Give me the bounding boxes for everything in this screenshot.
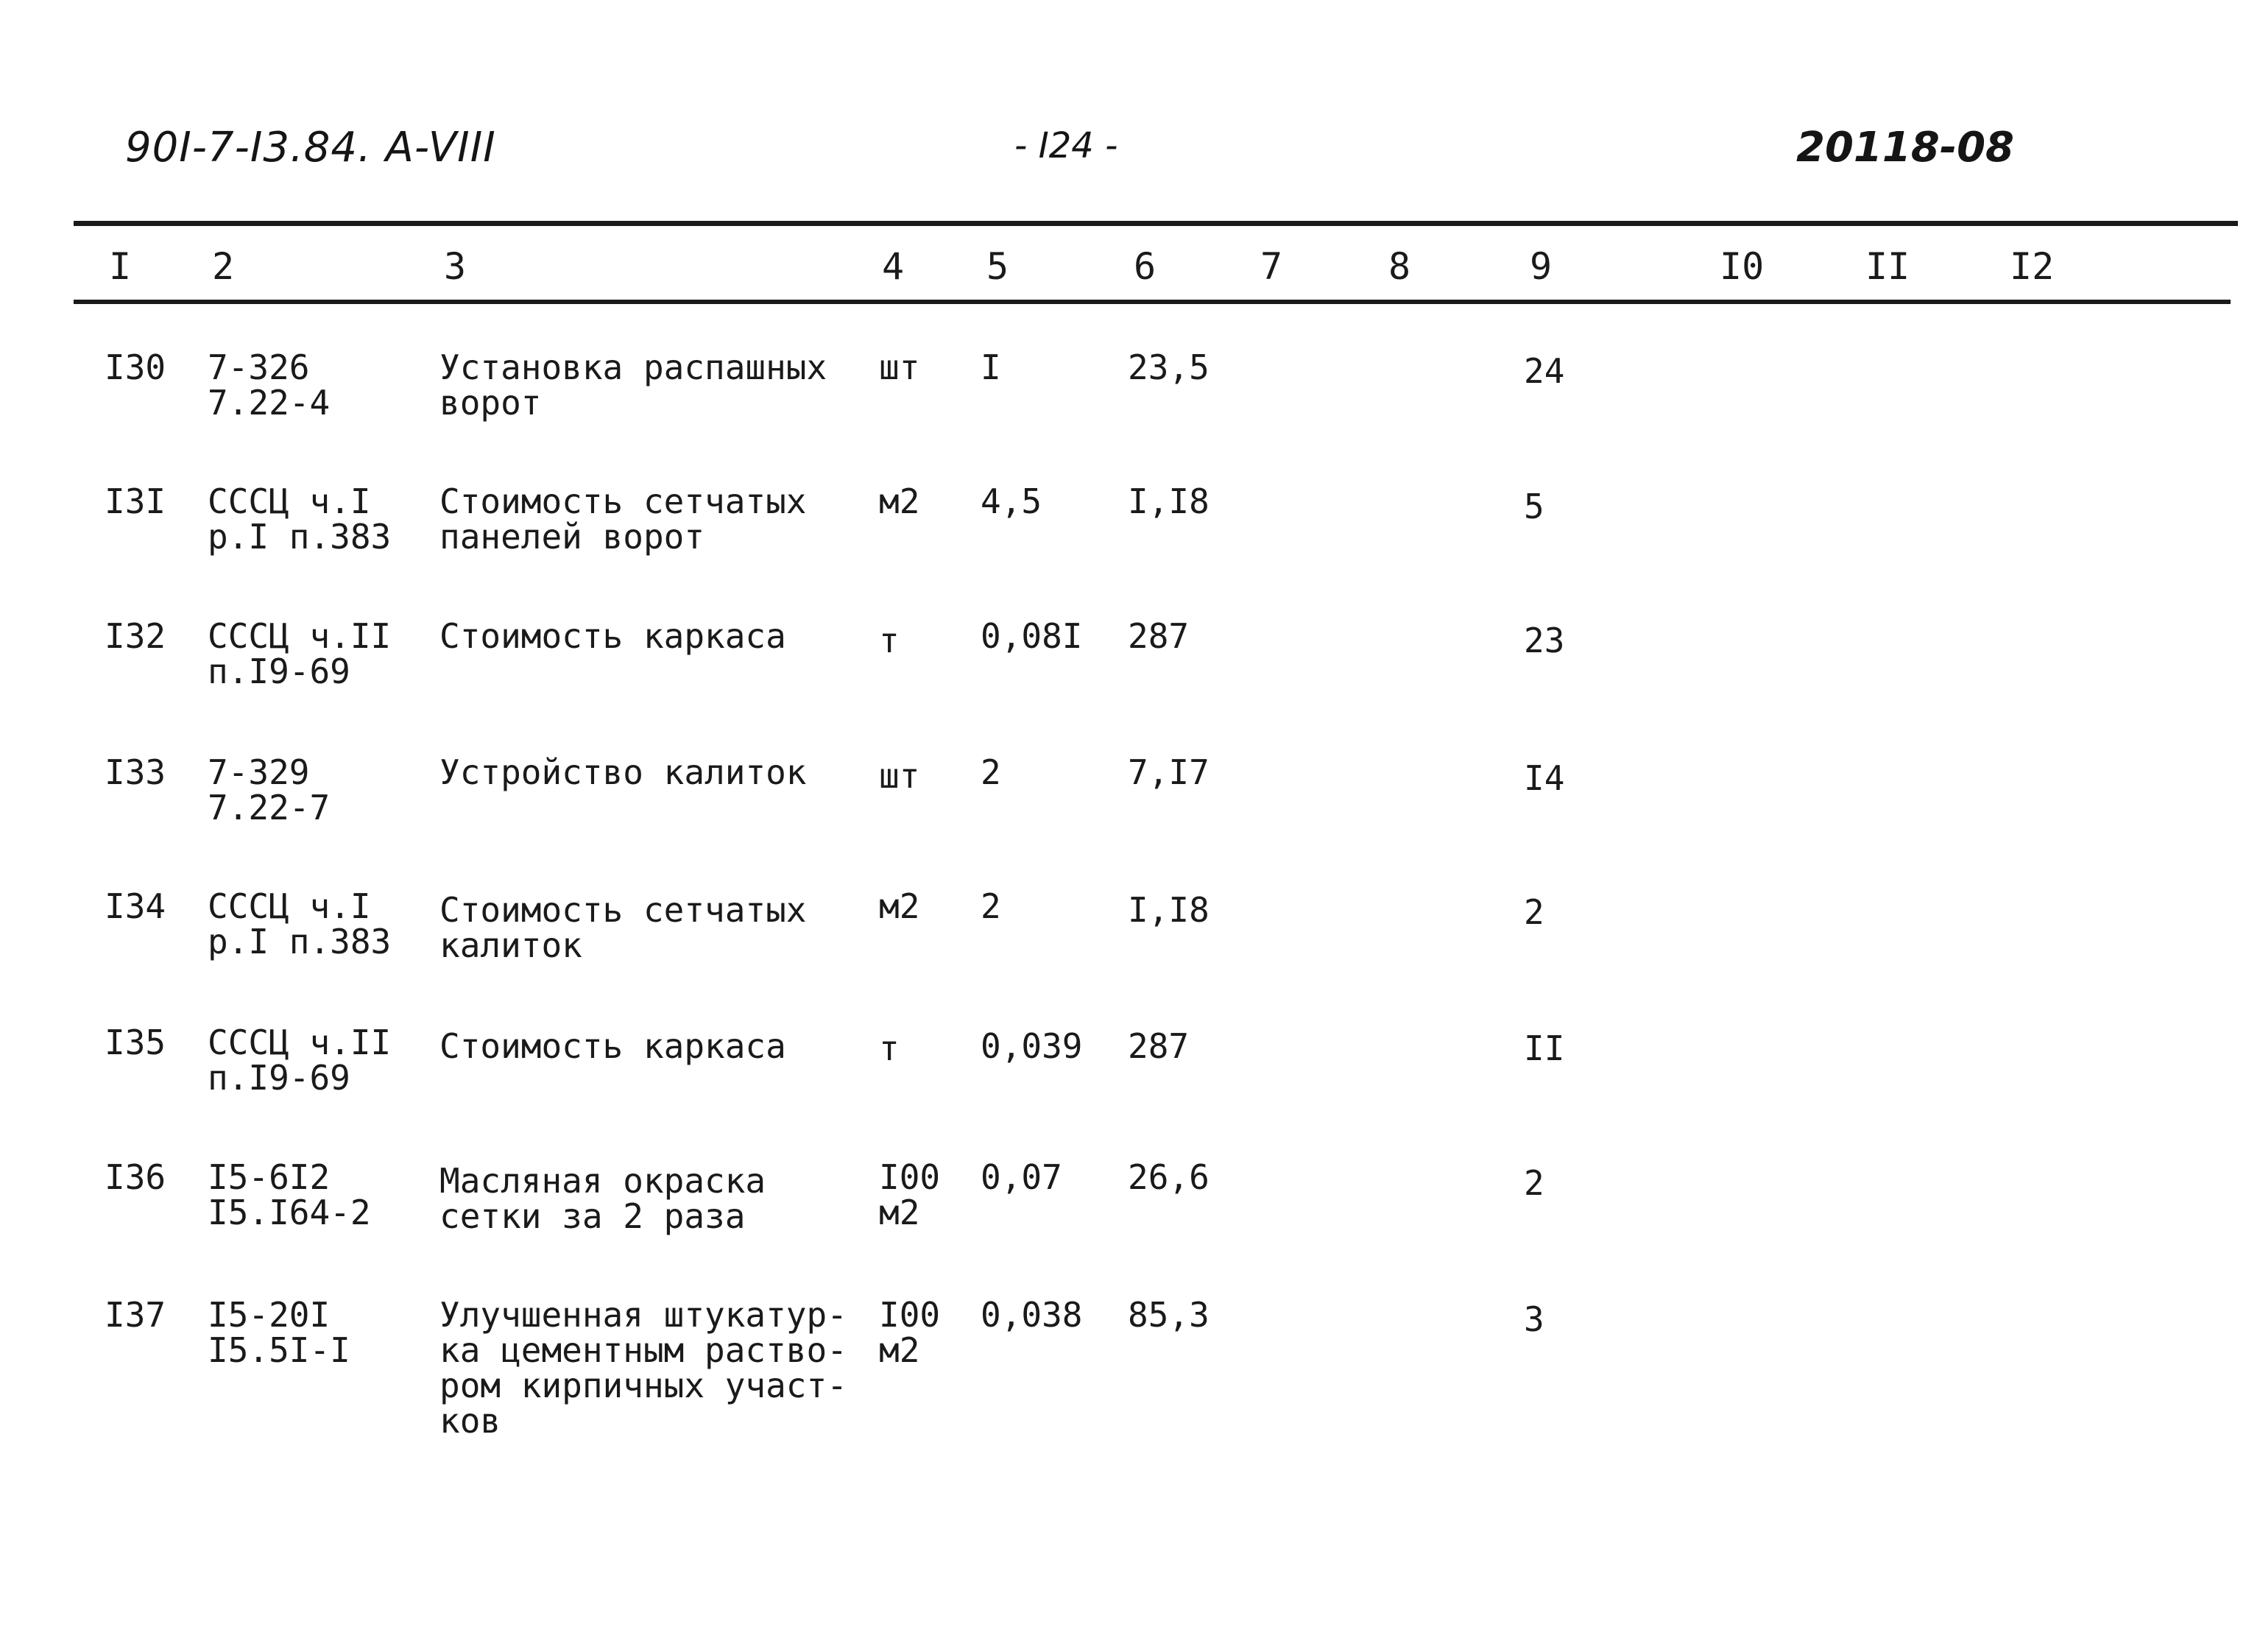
unit-price: 23,5 [1128,347,1210,387]
unit-price: I,I8 [1128,890,1210,930]
unit-price: 85,3 [1128,1295,1210,1335]
header-rule [74,300,2231,304]
total: 2 [1524,1163,1544,1203]
quantity: 2 [981,886,1001,926]
total: 3 [1524,1299,1544,1339]
rate-code: 7-326 7.22-4 [208,347,331,423]
quantity: I [981,347,1001,387]
item-number: I37 [105,1295,166,1335]
quantity: 4,5 [981,481,1042,521]
rate-code: СССЦ ч.I р.I п.383 [208,886,392,961]
item-number: I3I [105,481,166,521]
unit-price: 287 [1128,1026,1190,1066]
item-number: I35 [105,1023,166,1062]
rate-code: 7-329 7.22-7 [208,752,331,827]
total: 24 [1524,351,1565,391]
total: II [1524,1028,1565,1068]
unit: шт [879,347,920,387]
unit-price: 7,I7 [1128,752,1210,792]
rate-code: I5-6I2 I5.I64-2 [208,1157,371,1232]
rate-code: СССЦ ч.II п.I9-69 [208,1023,392,1098]
item-number: I30 [105,347,166,387]
rate-code: I5-20I I5.5I-I [208,1295,350,1370]
column-header: 3 [444,245,467,288]
work-description: Масляная окраска сетки за 2 раза [439,1161,766,1236]
column-header: 7 [1260,245,1283,288]
document-code: 90I-7-I3.84. A-VIII [125,124,496,172]
page-number: - I24 - [1014,125,1118,166]
work-description: Стоимость каркаса [439,616,786,656]
work-description: Установка распашных ворот [439,347,827,423]
unit-price: I,I8 [1128,481,1210,521]
quantity: 0,038 [981,1295,1083,1335]
quantity: 2 [981,752,1001,792]
unit: I00 м2 [879,1295,941,1370]
rate-code: СССЦ ч.II п.I9-69 [208,616,392,691]
unit: м2 [879,886,920,926]
work-description: Стоимость сетчатых панелей ворот [439,481,807,557]
column-header: 4 [882,245,905,288]
work-description: Стоимость каркаса [439,1026,786,1066]
total: 5 [1524,487,1544,526]
unit: т [879,1028,900,1068]
top-rule [74,221,2238,226]
item-number: I36 [105,1157,166,1197]
work-description: Улучшенная штукатур- ка цементным раство- ром кирпичных участ- ков [439,1295,847,1441]
item-number: I32 [105,616,166,656]
total: I4 [1524,758,1565,798]
unit: I00 м2 [879,1157,941,1232]
column-header: 5 [986,245,1009,288]
column-header: II [1865,245,1910,288]
item-number: I34 [105,886,166,926]
column-header: 6 [1134,245,1157,288]
column-header: I0 [1720,245,1765,288]
column-header: 9 [1530,245,1553,288]
column-header: I2 [2010,245,2055,288]
rate-code: СССЦ ч.I р.I п.383 [208,481,392,557]
quantity: 0,07 [981,1157,1062,1197]
document-reference: 20118-08 [1796,124,2014,172]
work-description: Устройство калиток [439,752,807,792]
unit-price: 26,6 [1128,1157,1210,1197]
item-number: I33 [105,752,166,792]
unit: м2 [879,481,920,521]
unit: шт [879,756,920,796]
column-header: I [109,245,132,288]
column-header: 2 [212,245,235,288]
column-header: 8 [1388,245,1411,288]
total: 2 [1524,892,1544,932]
unit-price: 287 [1128,616,1190,656]
unit: т [879,621,900,660]
total: 23 [1524,621,1565,660]
quantity: 0,08I [981,616,1083,656]
work-description: Стоимость сетчатых калиток [439,890,807,965]
quantity: 0,039 [981,1026,1083,1066]
